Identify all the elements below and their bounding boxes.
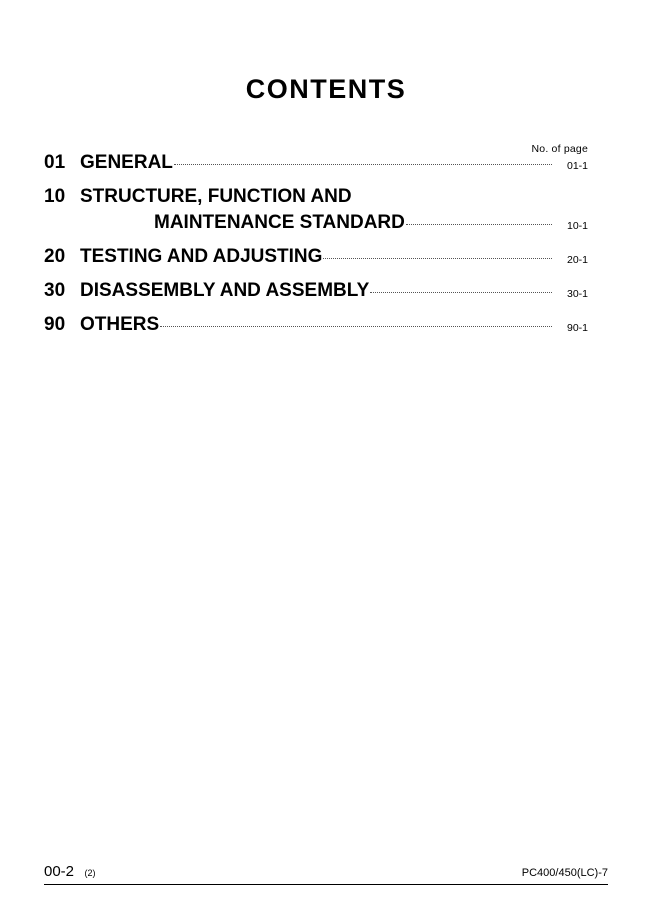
toc-entry[interactable] <box>44 186 588 234</box>
toc-entry-number: 90 <box>44 314 66 335</box>
toc-entry-number: 20 <box>44 246 66 267</box>
page-title: CONTENTS <box>245 74 407 104</box>
page-number-column-label: No. of page <box>531 143 588 155</box>
table-of-contents <box>44 152 588 348</box>
toc-entry[interactable] <box>44 314 588 336</box>
footer-divider <box>44 884 608 885</box>
leader-dots <box>174 164 552 165</box>
toc-entry-page: 30-1 <box>566 288 588 300</box>
toc-entry[interactable] <box>44 246 588 268</box>
toc-entry-page: 10-1 <box>566 220 588 232</box>
leader-dots <box>323 258 552 259</box>
toc-entry-page: 01-1 <box>566 160 588 172</box>
toc-entry[interactable] <box>44 152 588 174</box>
footer-page-number <box>44 864 95 881</box>
toc-entry-label: TESTING AND ADJUSTING <box>80 246 323 267</box>
toc-entry-label: OTHERS <box>80 314 160 335</box>
leader-dots <box>160 326 552 327</box>
toc-entry[interactable] <box>44 280 588 302</box>
footer-page-number-value: 00-2 <box>44 863 75 881</box>
toc-entry-page: 20-1 <box>566 254 588 266</box>
toc-entry-number: 10 <box>44 186 66 207</box>
toc-entry-number: 01 <box>44 152 66 173</box>
toc-entry-page: 90-1 <box>566 322 588 334</box>
footer-page-revision: (2) <box>84 868 96 879</box>
toc-entry-label: STRUCTURE, FUNCTION AND <box>80 186 352 207</box>
leader-dots <box>406 224 552 225</box>
footer-model: PC400/450(LC)-7 <box>521 867 608 879</box>
leader-dots <box>370 292 552 293</box>
toc-entry-number: 30 <box>44 280 66 301</box>
toc-entry-label: DISASSEMBLY AND ASSEMBLY <box>80 280 370 301</box>
toc-entry-label: GENERAL <box>80 152 173 173</box>
toc-entry-label-continued: MAINTENANCE STANDARD <box>154 212 405 233</box>
